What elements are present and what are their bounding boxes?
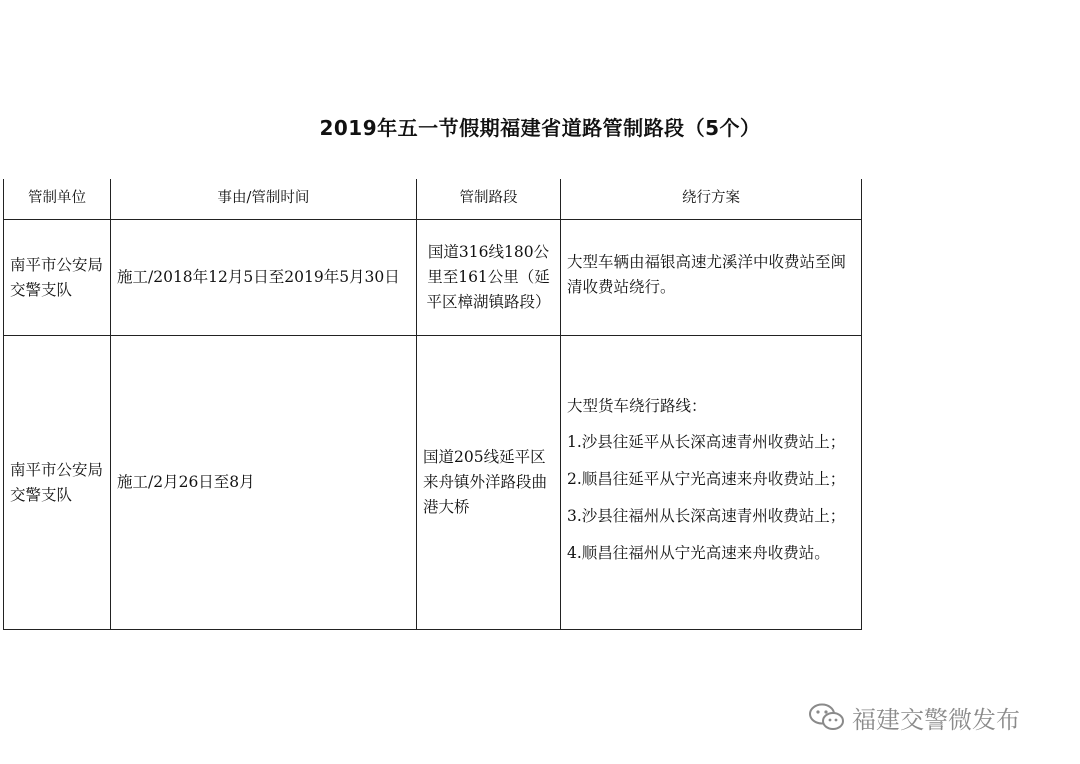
- cell-unit: 南平市公安局交警支队: [4, 336, 111, 630]
- watermark-text: 福建交警微发布: [852, 705, 1020, 734]
- cell-reason-time: 施工/2月26日至8月: [111, 336, 417, 630]
- cell-plan: [561, 336, 862, 630]
- plan-line: 4.顺昌往福州从宁光高速来舟收费站。: [567, 543, 830, 562]
- header-unit: 管制单位: [4, 179, 111, 220]
- plan-line: 1.沙县往延平从长深高速青州收费站上；: [567, 433, 846, 452]
- plan-line: 大型货车绕行路线：: [567, 396, 707, 415]
- wechat-icon: [808, 702, 846, 732]
- control-table: [3, 179, 862, 630]
- cell-unit: 南平市公安局交警支队: [4, 220, 111, 336]
- cell-plan: [561, 220, 862, 336]
- cell-section: 国道205线延平区来舟镇外洋路段曲港大桥: [417, 336, 561, 630]
- header-section: 管制路段: [417, 179, 561, 220]
- plan-line: 3.沙县往福州从长深高速青州收费站上；: [567, 506, 846, 525]
- header-reason-time: 事由/管制时间: [111, 179, 417, 220]
- table-row: [4, 220, 862, 336]
- cell-section: 国道316线180公里至161公里（延平区樟湖镇路段）: [417, 220, 561, 336]
- header-plan: 绕行方案: [561, 179, 862, 220]
- table-header-row: [4, 179, 862, 220]
- watermark: [808, 700, 1020, 734]
- cell-reason-time: 施工/2018年12月5日至2019年5月30日: [111, 220, 417, 336]
- plan-line: 大型车辆由福银高速尤溪洋中收费站至闽清收费站绕行。: [567, 252, 847, 296]
- plan-line: 2.顺昌往延平从宁光高速来舟收费站上；: [567, 470, 846, 489]
- table-row: [4, 336, 862, 630]
- page-title: 2019年五一节假期福建省道路管制路段（5个）: [319, 116, 761, 140]
